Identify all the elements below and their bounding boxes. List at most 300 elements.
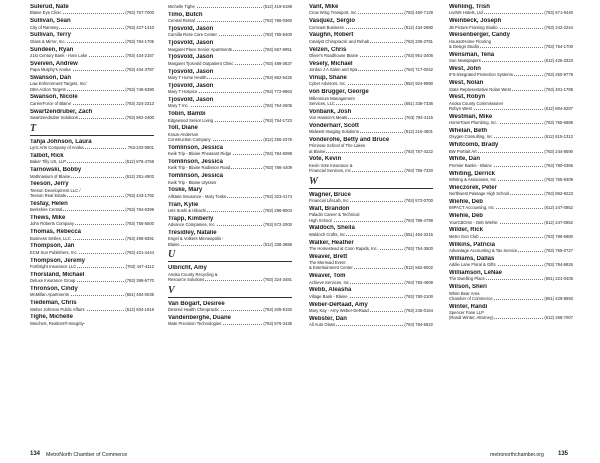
directory-entry [30, 201, 154, 213]
member-name: Webb, Aleasha [309, 287, 352, 294]
member-name: Williams, Dallas [449, 255, 495, 262]
member-name: Vonderharr, Scott [309, 122, 359, 129]
organization-line [168, 137, 292, 142]
organization-name: State Representative Nolan West [449, 86, 511, 92]
member-name: Teeson, Jerry [30, 181, 69, 188]
organization-name: House2Home Flooring [449, 38, 491, 44]
organization-name: The Homestead at Coon Rapids, Inc. [309, 246, 378, 252]
organization-name: Addie Lane Floral & Gifts [449, 262, 496, 268]
organization-line [449, 149, 573, 154]
phone-number: (763) 862-9223 [544, 191, 573, 197]
directory-entry [449, 284, 573, 301]
organization-name: DBA Action Targets [30, 86, 66, 92]
phone-number: (763) 443-1792 [125, 193, 154, 199]
organization-name: Kevin Vote Insurance & [309, 162, 353, 168]
directory-entry [309, 47, 433, 59]
section-letter-heading: V [168, 285, 292, 298]
organization-name: Desired Health Chiropractic [168, 307, 220, 313]
phone-number: (952) 924-9990 [404, 81, 433, 87]
phone-number: (763) 755-0727 [544, 248, 573, 254]
member-name: Whitcomb, Brady [449, 142, 499, 149]
member-name: Tjosvold, Jason [168, 97, 214, 104]
member-name: West, John [449, 66, 481, 73]
phone-number: (612) 834-1919 [125, 306, 154, 312]
directory-entry [30, 215, 154, 227]
organization-name: Advantage Accounting & Tax Service [449, 248, 518, 254]
organization-name: Cyber Advisors, Inc. [309, 81, 347, 87]
organization-name: Whiting & Associates, Inc [449, 177, 497, 183]
directory-entry [449, 94, 573, 111]
organization-name: Weber Johnson Public Affairs [30, 306, 85, 312]
organization-name: Berkshire Central [30, 207, 63, 213]
member-name: Sundeen, Ryan [30, 46, 74, 53]
member-name: Weinbeck, Joseph [449, 18, 502, 25]
organization-line [168, 208, 292, 213]
member-name: Tomlinson, Jessica [168, 144, 223, 151]
phone-number: (763) 755-6886 [544, 120, 573, 126]
phone-number: (763) 401-1789 [544, 86, 573, 92]
phone-number: (763) 746-5390 [125, 86, 154, 92]
directory-entry [30, 94, 154, 106]
organization-name: Engel & Volkers Minneapolis - [168, 236, 224, 242]
directory-entry [309, 156, 433, 173]
organization-name: & Entertainment Center [309, 265, 353, 271]
organization-line [168, 75, 292, 80]
directory-entry [30, 32, 154, 44]
organization-line [30, 292, 154, 297]
member-name: Sveiven, Andrew [30, 60, 78, 67]
member-name: Velzen, Chris [309, 46, 347, 53]
member-name: Wensman, Tena [449, 51, 495, 58]
member-name: Wilder, Rick [449, 227, 483, 234]
organization-line [309, 198, 433, 203]
phone-number: (763) 567-8951 [263, 46, 292, 52]
member-name: Tarnowski, Bobby [30, 167, 82, 174]
right-site-url: metronorthchamber.org [490, 452, 544, 458]
phone-number: (763) 862-5426 [263, 75, 292, 81]
organization-name: City of Ramsey [30, 24, 59, 30]
phone-number: (763) 323-4174 [263, 193, 292, 199]
organization-line [30, 174, 154, 179]
organization-name: Metro Gun Club [449, 233, 479, 239]
directory-entry [309, 89, 433, 106]
organization-name: Robyn West [449, 106, 472, 112]
organization-line [168, 242, 292, 247]
phone-number: (763) 434-3787 [125, 67, 154, 73]
member-name: Vandenberghe, Duane [168, 315, 232, 322]
phone-number: (763) 242-2244 [544, 24, 573, 30]
organization-name: LivINN Hotels, Ltd [449, 10, 483, 16]
organization-line [309, 308, 433, 313]
organization-line [30, 207, 154, 212]
organization-line [30, 67, 154, 72]
directory-entry [30, 272, 154, 284]
directory-entry [168, 125, 292, 142]
organization-name: Kwik Trip - Blaine Ulysses [168, 179, 217, 185]
phone-number: (763) 754-1700 [544, 44, 573, 50]
directory-entry [168, 315, 292, 327]
phone-number: (763) 250-9779 [544, 72, 573, 78]
directory-entry [449, 52, 573, 64]
organization-name: Papa Murphy's Anoka [30, 67, 71, 73]
directory-entry [449, 4, 573, 16]
phone-number: (612) 247-0852 [544, 205, 573, 211]
organization-name: Catalyst Chiropractic and Rehab [309, 38, 370, 44]
member-name: Swanson, Dan [30, 75, 72, 82]
phone-number: (763) 772-9963 [263, 89, 292, 95]
directory-entry [168, 202, 292, 214]
organization-name: John Roberts Company [30, 221, 74, 227]
page-footer [0, 447, 600, 463]
organization-line [168, 180, 292, 185]
directory-entry [30, 61, 154, 73]
organization-line [449, 106, 573, 111]
left-page-number: 134 [30, 451, 41, 457]
member-name: Whelan, Beth [449, 128, 488, 135]
organization-line [449, 262, 573, 267]
phone-number: (763) 784-6088 [263, 151, 292, 157]
organization-line [449, 10, 573, 15]
member-name: Thompson, Jan [30, 243, 75, 250]
phone-number: (763) 427-1410 [125, 24, 154, 30]
member-name: Tighe, Michelle [30, 314, 73, 321]
organization-line [30, 193, 154, 198]
member-name: Tjosvold, Jason [168, 26, 214, 32]
member-name: Walker, Heather [309, 239, 354, 246]
organization-line [168, 18, 292, 23]
phone-number: (763) 786-5880 [544, 233, 573, 239]
organization-line [449, 44, 573, 49]
organization-name: Baker Tilly US, LLP [30, 159, 67, 165]
phone-number: (763) 780-2100 [404, 293, 433, 299]
member-name: Wieczorek, Peter [449, 184, 497, 191]
organization-line [309, 294, 433, 299]
organization-line [449, 58, 573, 63]
member-name: Van Bogart, Desiree [168, 300, 225, 307]
phone-number: (612) 419-6189 [263, 4, 292, 9]
member-name: Tresidley, Natalie [168, 230, 217, 237]
organization-name: Allstate Insurance - Mary Toske [168, 193, 227, 199]
phone-number: (763) 755-9309 [544, 177, 573, 183]
directory-entry [449, 304, 573, 321]
phone-number: (763) 754-3500 [404, 246, 433, 252]
member-name: Tomlinson, Jessica [168, 159, 223, 166]
directory-entry [30, 47, 154, 59]
organization-name: Blaine Eye Clinic [30, 10, 62, 16]
organization-name: Comcast Business [309, 24, 344, 30]
organization-name: Swartzendruber Solutions [30, 115, 78, 121]
phone-number: (763) 421-4444 [125, 249, 154, 255]
organization-line [168, 277, 292, 282]
member-name: Sullivan, Sean [30, 18, 71, 25]
organization-line [449, 191, 573, 196]
organization-name: Northwest Passage High School [449, 191, 510, 197]
member-name: Vant, Mike [309, 4, 339, 10]
organization-name: Law Enforcement Targets, Inc/ [30, 81, 87, 87]
directory-entry [309, 206, 433, 223]
organization-line [30, 145, 154, 150]
member-name: Swartzendruber, Zach [30, 108, 93, 115]
directory-entry [168, 26, 292, 38]
phone-number: 763-233-0801 [127, 145, 154, 151]
organization-name: Services, LLC [309, 100, 336, 106]
organization-line [309, 39, 433, 44]
phone-number: (763) 784-1705 [125, 38, 154, 44]
organization-name: High School [309, 217, 332, 223]
member-name: Tesfay, Helen [30, 200, 68, 207]
phone-number: (651) 338-7336 [404, 100, 433, 106]
directory-entry [449, 32, 573, 49]
organization-line [30, 10, 154, 15]
directory-entry [168, 230, 292, 247]
directory-entry [168, 69, 292, 81]
organization-name: Mathnasium of Blaine [30, 173, 71, 179]
member-name: Vinup, Shane [309, 75, 347, 82]
phone-number: (612) 425-3323 [544, 58, 573, 64]
organization-name: at Blaine [309, 148, 326, 154]
directory-column-4 [449, 4, 573, 444]
phone-number: (763) 786-4409 [263, 165, 292, 171]
directory-entry [30, 4, 154, 16]
organization-line [30, 159, 154, 164]
organization-line [30, 307, 154, 312]
directory-entry [30, 286, 154, 298]
directory-entry [449, 171, 573, 183]
phone-number: (763) 757-7000 [125, 10, 154, 16]
phone-number: (763) 717-0042 [404, 67, 433, 73]
organization-name: Weichert, Realtors®-Integrity- [30, 320, 86, 326]
organization-name: Advance Companies, Inc [168, 222, 215, 228]
organization-name: Mary Kay - Amy Weber-DeRaad [309, 308, 369, 314]
organization-name: Margaret Tjosvold Outpatient Clinic [168, 60, 234, 66]
organization-name: Primrose School of The Lakes [309, 143, 366, 149]
organization-name: IMPACT Accounting, Inc [449, 205, 494, 211]
organization-name: Spencer Fane LLP [449, 310, 484, 316]
member-name: Tran, Kylie [168, 201, 199, 208]
organization-name: Millennium Management [309, 95, 355, 101]
directory-entry [30, 258, 154, 270]
member-name: Thompson, Jeremy [30, 257, 86, 264]
directory-entry [309, 18, 433, 30]
directory-entry [30, 314, 154, 326]
organization-name: McMillan Apartments [30, 292, 69, 298]
directory-entry [309, 32, 433, 44]
directory-entry [30, 75, 154, 92]
organization-line [309, 25, 433, 30]
member-name: Tomlinson, Jessica [168, 173, 223, 180]
organization-line [168, 321, 292, 326]
organization-name: Jordan J A Salon and Spa [309, 67, 358, 73]
directory-entry [309, 61, 433, 73]
organization-name: Mate Precision Technologies [168, 321, 222, 327]
organization-name: Glass & Mirror, Inc. [30, 38, 66, 44]
organization-line [449, 25, 573, 30]
member-name: Ulbricht, Amy [168, 265, 207, 272]
directory-entry [309, 287, 433, 299]
phone-number: (612) 251-4903 [125, 173, 154, 179]
directory-entry [309, 240, 433, 252]
organization-line [30, 39, 154, 44]
phone-number: (763) 244-8590 [544, 148, 573, 154]
organization-name: Paladin Career & Technical [309, 212, 360, 218]
directory-entry [309, 4, 433, 16]
organization-line [30, 250, 154, 255]
directory-entry [30, 153, 154, 165]
organization-name: Financial LifeLab, Inc [309, 198, 349, 204]
organization-line [309, 322, 433, 327]
phone-number: (612) 338-3886 [263, 241, 292, 247]
phone-number: (763) 783-4909 [404, 279, 433, 285]
phone-number: (612) 615-1312 [544, 134, 573, 140]
organization-name: Margaret Place Senior Apartments [168, 46, 233, 52]
section-letter-heading: T [30, 123, 154, 136]
directory-entry [309, 75, 433, 87]
directory-entry [168, 83, 292, 95]
directory-entry [30, 109, 154, 121]
organization-name: Camilla Rose Care Center [168, 32, 217, 38]
section-letter-heading: W [309, 176, 433, 189]
directory-entry [309, 192, 433, 204]
organization-name: CareerForce of Blaine [30, 100, 71, 106]
directory-entry [449, 242, 573, 254]
phone-number: (612) 876-4758 [125, 159, 154, 165]
organization-line [309, 246, 433, 251]
organization-line [30, 236, 154, 241]
organization-name: Michelle Tighe [168, 4, 195, 9]
member-name: Vonderohe, Betty and Bruce [309, 137, 390, 144]
phone-number: (763) 572-2000 [263, 222, 292, 228]
organization-line [309, 101, 433, 106]
organization-line [30, 321, 154, 326]
organization-name: 21st Century Bank - Ham Lake [30, 53, 88, 59]
member-name: Tiedeman, Chris [30, 300, 77, 307]
member-name: Vaughn, Robert [309, 32, 354, 39]
directory-entry [449, 156, 573, 168]
organization-line [30, 53, 154, 58]
member-name: Wiehle, Deb [449, 199, 483, 206]
organization-line [168, 151, 292, 156]
organization-name: Kwik Trip - Blaine Radisson Road [168, 165, 231, 171]
directory-column-1 [30, 4, 154, 444]
organization-name: Von Hanson's Meats [309, 115, 348, 121]
member-name: Wilson, Sheri [449, 284, 487, 291]
organization-name: Sun Newspapers [449, 58, 481, 64]
directory-entry [168, 145, 292, 157]
phone-number: (763) 862-2400 [125, 115, 154, 121]
organization-name: Mary T Home Health [168, 75, 207, 81]
member-name: Thronson, Cindy [30, 286, 78, 293]
organization-line [168, 165, 292, 170]
member-name: Thomas, Rebecca [30, 229, 82, 236]
phone-number: (763) 780-0365 [544, 162, 573, 168]
phone-number: (763) 205-3781 [404, 38, 433, 44]
directory-entry [168, 4, 292, 9]
organization-name: ECM Sun Publishers, Inc. [30, 249, 78, 255]
phone-number: (763) 434-2157 [125, 53, 154, 59]
organization-name: Oliver's Roadhouse Blaine [309, 53, 359, 59]
phone-number: (763) 784-5922 [404, 322, 433, 328]
directory-entry [309, 225, 433, 237]
organization-line [30, 25, 154, 30]
organization-name: Premier Banks - Blaine [449, 162, 492, 168]
member-name: Westman, Mike [449, 113, 493, 120]
member-name: Webster, Dan [309, 315, 347, 322]
directory-entry [449, 80, 573, 92]
member-name: Trapp, Kimberly [168, 215, 214, 222]
organization-line [309, 149, 433, 154]
phone-number: (651) 429-8593 [544, 295, 573, 301]
organization-name: The Mermaid Event [309, 260, 346, 266]
member-name: Weber-DeRaad, Amy [309, 301, 368, 308]
member-name: Vasquez, Sergio [309, 18, 356, 25]
phone-number: (763) 786-4799 [404, 217, 433, 223]
organization-name: JB Picture Framing Studio [449, 24, 498, 30]
organization-name: The Dwelling Place [449, 276, 485, 282]
phone-number: (763) 245-0164 [404, 308, 433, 314]
organization-line [168, 103, 292, 108]
directory-entry [309, 316, 433, 328]
organization-name: Midwest Imaging Solutions [309, 129, 359, 135]
organization-line [168, 307, 292, 312]
phone-number: (612) 268-7007 [544, 315, 573, 321]
directory-entry [449, 66, 573, 78]
member-name: Sulerud, Nate [30, 4, 69, 10]
directory-entry [309, 254, 433, 271]
directory-entry [30, 181, 154, 198]
member-name: Weaver, Brett [309, 253, 348, 260]
organization-line [309, 129, 433, 134]
member-name: Weisenberger, Candy [449, 32, 510, 39]
phone-number: (763) 496-8391 [125, 235, 154, 241]
organization-name: YourCBOmn - Deb Wiehle [449, 219, 498, 225]
directory-entry [168, 111, 292, 123]
directory-entry [449, 185, 573, 197]
organization-line [309, 10, 433, 15]
directory-columns [0, 4, 600, 444]
organization-name: Central Rental [168, 18, 195, 24]
member-name: Timo, Butch [168, 11, 203, 18]
member-name: Waldoch, Sheila [309, 225, 355, 232]
phone-number: (612) 804-8287 [544, 106, 573, 112]
phone-number: (763) 324-2313 [125, 100, 154, 106]
member-name: White, Dan [449, 156, 480, 163]
phone-number: (763) 754-2505 [263, 103, 292, 109]
member-name: Tobin, Bambi [168, 111, 206, 118]
phone-number: (763) 951-3406 [404, 53, 433, 59]
phone-number: (763) 398-6770 [125, 278, 154, 284]
organization-line [309, 280, 433, 285]
directory-entry [30, 139, 154, 151]
organization-name: Edgewood Senior Living [168, 117, 214, 123]
organization-line [30, 101, 154, 106]
organization-name: Lyric Arts Company of Anoka [30, 145, 84, 151]
organization-line [449, 248, 573, 253]
directory-entry [168, 173, 292, 185]
phone-number: (763) 572-0700 [404, 198, 433, 204]
organization-line [449, 220, 573, 225]
directory-entry [449, 256, 573, 268]
directory-entry [449, 270, 573, 282]
member-name: Vote, Kevin [309, 156, 342, 163]
phone-number: (763) 324-3481 [263, 277, 292, 283]
phone-number: (763) 755-8400 [263, 32, 292, 38]
organization-line [449, 315, 573, 320]
member-name: West, Nolan [449, 80, 484, 87]
directory-entry [449, 142, 573, 154]
organization-line [449, 120, 573, 125]
member-name: Williamson, LeNae [449, 270, 502, 277]
phone-number: (612) 247-0852 [544, 219, 573, 225]
